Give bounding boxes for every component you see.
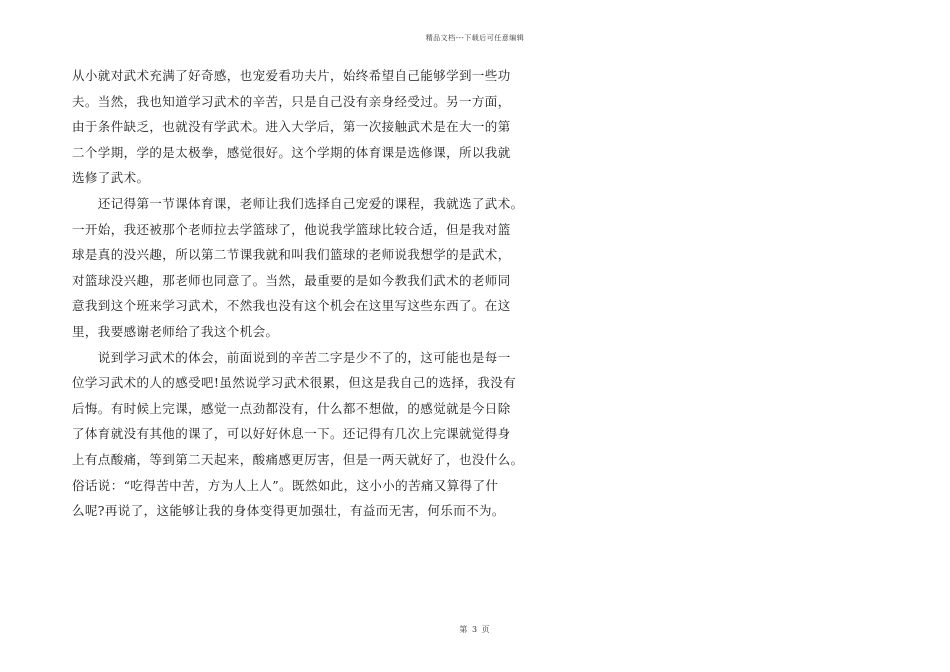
document-body [72, 63, 524, 524]
body-line: 么呢?再说了，这能够让我的身体变得更加强壮，有益而无害，何乐而不为。 [72, 503, 505, 519]
body-line: 从小就对武术充满了好奇感，也宠爱看功夫片，始终希望自己能够学到一些功 [72, 68, 511, 83]
body-line: 选修了武术。 [72, 170, 150, 186]
body-line: 对篮球没兴趣，那老师也同意了。当然，最重要的是如今教我们武术的老师同 [72, 272, 511, 288]
body-line: 一开始，我还被那个老师拉去学篮球了，他说我学篮球比较合适，但是我对篮 [72, 221, 511, 237]
body-line: 上有点酸痛，等到第二天起来，酸痛感更厉害，但是一两天就好了，也没什么。 [72, 451, 524, 467]
body-line: 里，我要感谢老师给了我这个机会。 [72, 323, 279, 339]
page-number: 第 3 页 [459, 625, 491, 634]
body-line: 后悔。有时候上完课，感觉一点劲都没有，什么都不想做，的感觉就是今日除 [72, 400, 511, 416]
body-line: 了体育就没有其他的课了，可以好好休息一下。还记得有几次上完课就觉得身 [72, 426, 511, 442]
body-line: 说到学习武术的体会，前面说到的辛苦二字是少不了的，这可能也是每一 [72, 349, 511, 365]
body-line: 夫。当然，我也知道学习武术的辛苦，只是自己没有亲身经受过。另一方面， [72, 93, 511, 109]
page-header: 精品文档---下载后可任意编辑 [425, 34, 525, 42]
body-line: 还记得第一节课体育课，老师让我们选择自己宠爱的课程，我就选了武术。 [72, 195, 524, 211]
body-line: 意我到这个班来学习武术，不然我也没有这个机会在这里写这些东西了。在这 [72, 298, 511, 314]
body-line: 由于条件缺乏，也就没有学武术。进入大学后，第一次接触武术是在大一的第 [72, 119, 511, 135]
body-line: 位学习武术的人的感受吧!虽然说学习武术很累，但这是我自己的选择，我没有 [72, 375, 517, 391]
body-line: 俗话说：“吃得苦中苦，方为人上人”。既然如此，这小小的苦痛又算得了什 [72, 477, 499, 493]
body-line: 二个学期，学的是太极拳，感觉很好。这个学期的体育课是选修课，所以我就 [72, 144, 511, 160]
body-line: 球是真的没兴趣，所以第二节课我就和叫我们篮球的老师说我想学的是武术， [72, 247, 511, 263]
